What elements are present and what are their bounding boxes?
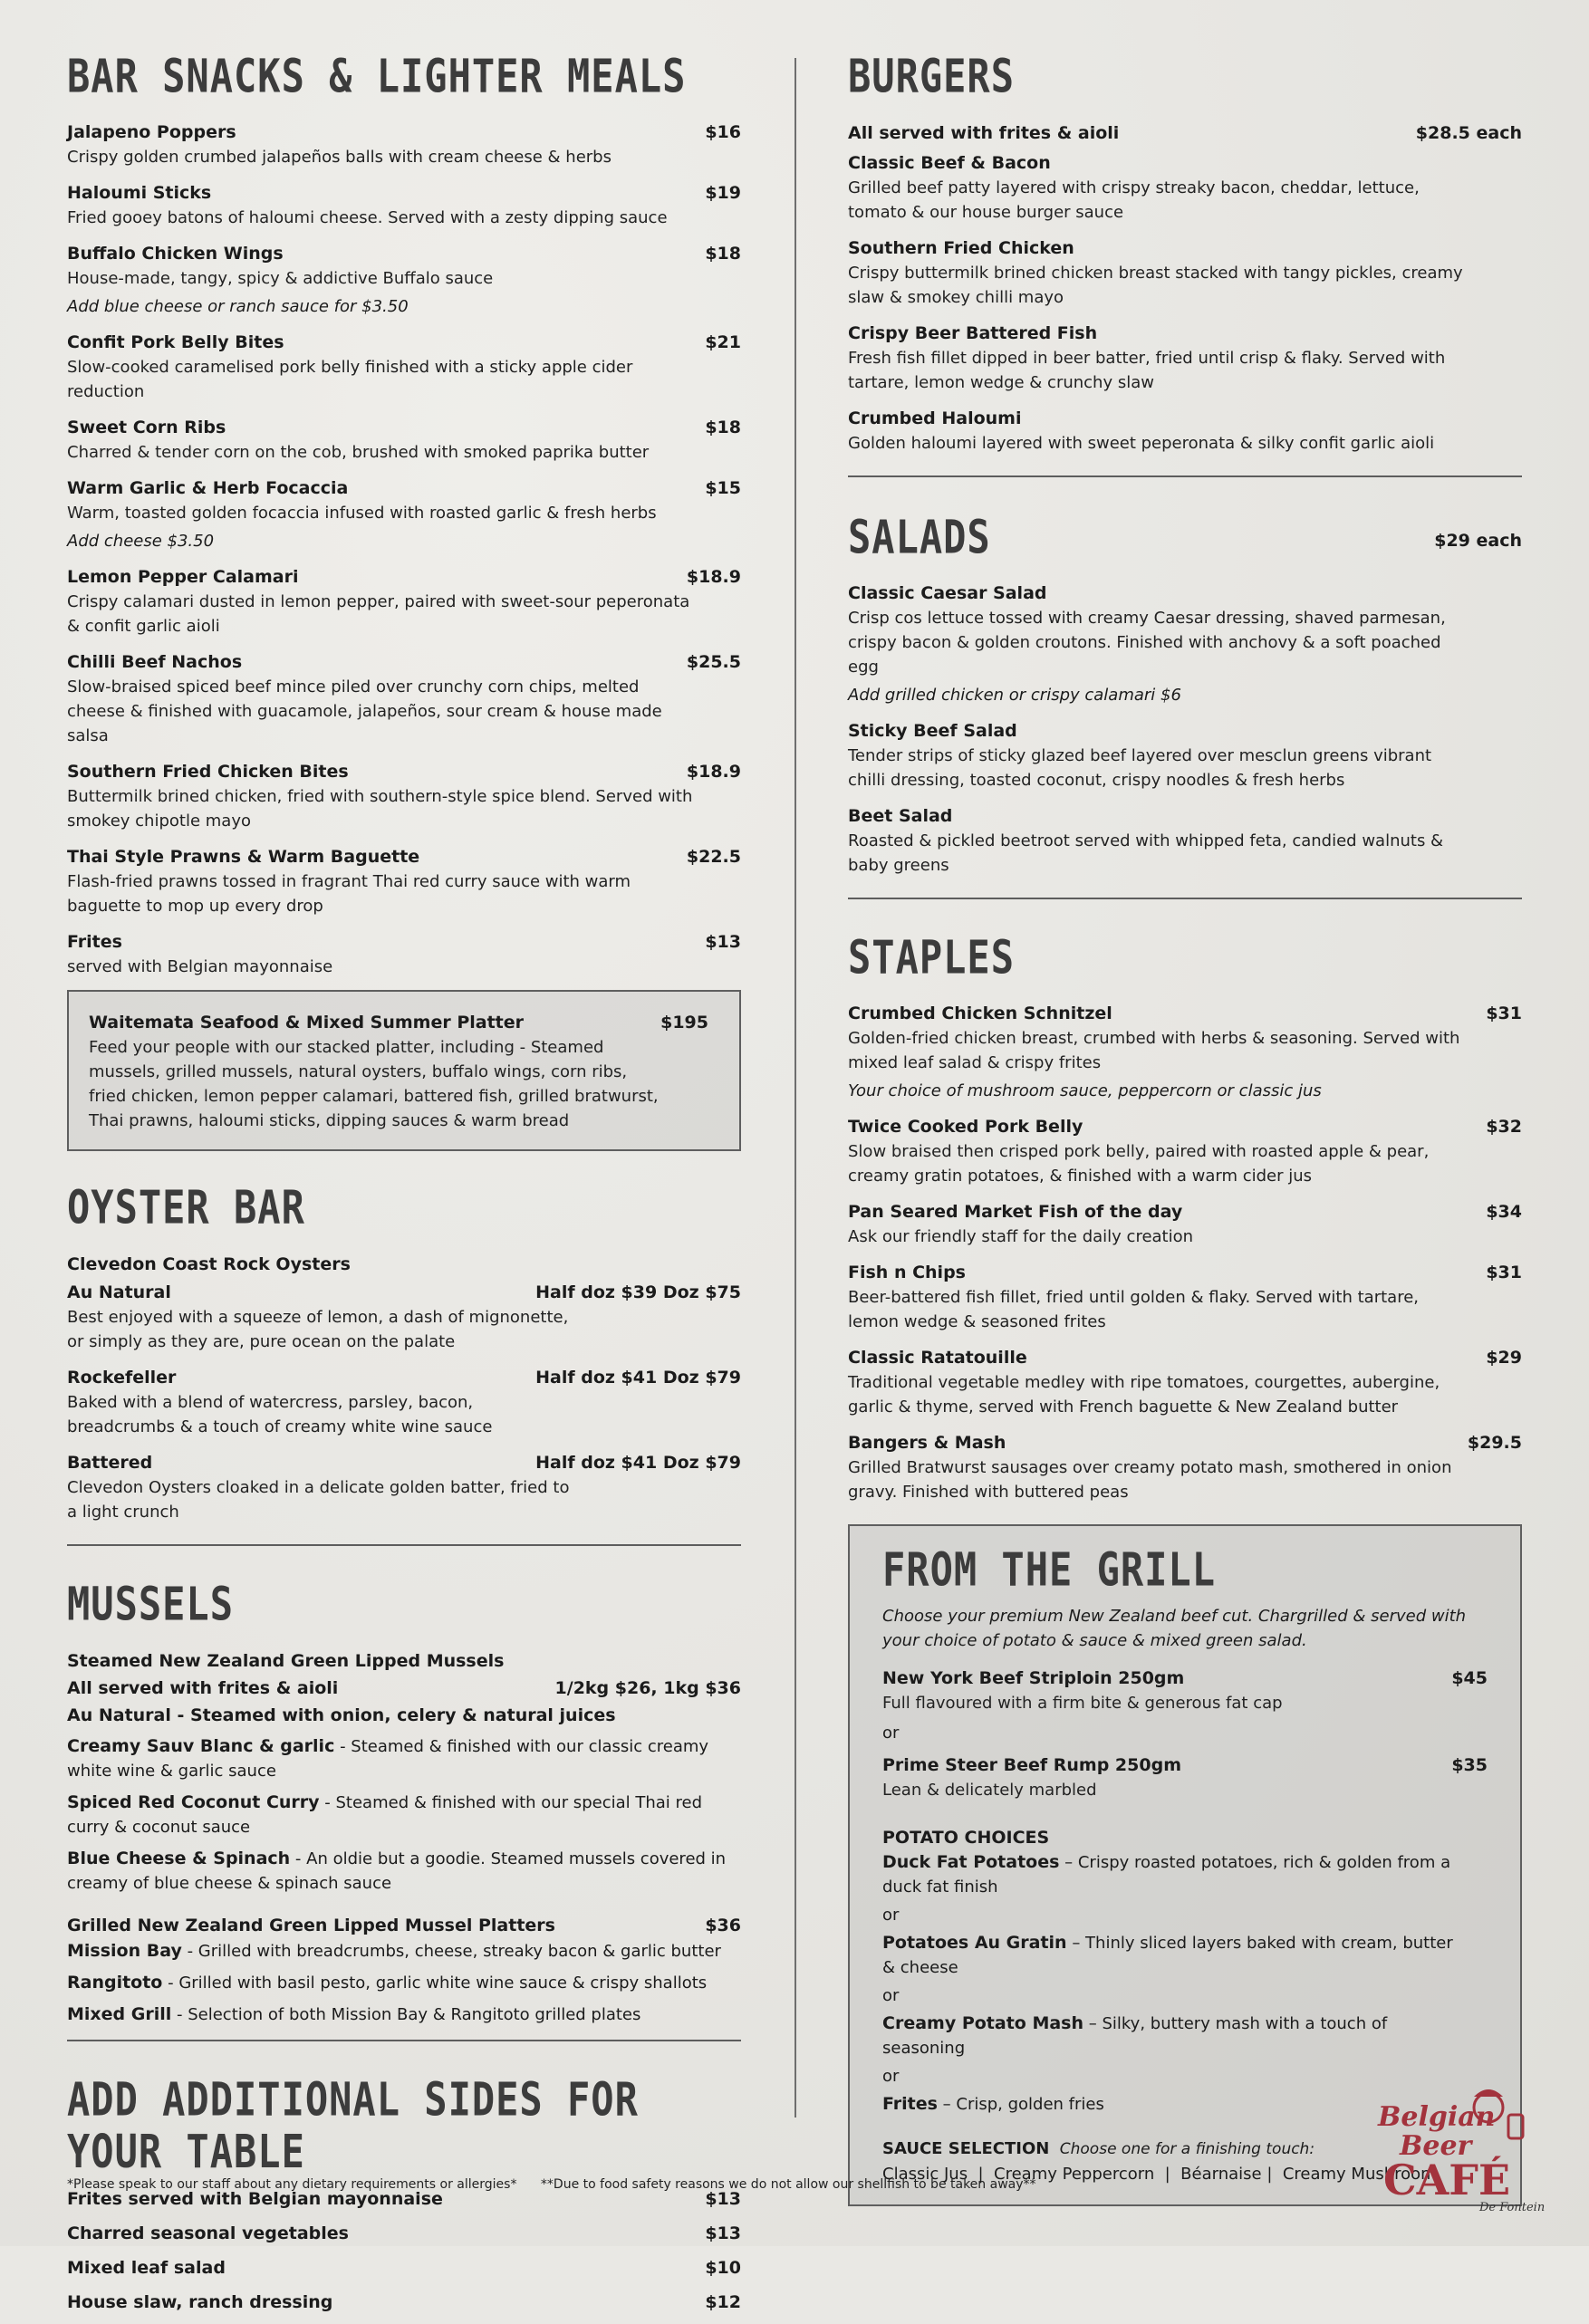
- divider-line: [848, 898, 1522, 899]
- menu-item-desc: served with Belgian mayonnaise: [67, 957, 333, 976]
- menu-item-name: Mixed leaf salad: [67, 2258, 226, 2278]
- section-title-oyster-bar: OYSTER BAR: [67, 1180, 305, 1234]
- menu-item-head: [67, 475, 741, 501]
- beer-glass-icon: [1508, 2115, 1523, 2138]
- menu-item-extra: Add cheese $3.50: [67, 532, 215, 551]
- menu-item: [848, 1114, 1522, 1188]
- menu-item: [67, 475, 741, 553]
- menu-item-desc: Fresh fish fillet dipped in beer batter, fried until crisp & flaky. Served with tartare, lemon wedge & crunchy slaw: [848, 349, 1446, 392]
- menu-item-price: $21: [705, 332, 741, 352]
- menu-item-name: Classic Caesar Salad: [848, 583, 1047, 603]
- menu-item-head: [67, 649, 741, 675]
- mussels-au-natural: Au Natural - Steamed with onion, celery & natural juices: [67, 1705, 616, 1725]
- bar-snacks-list: [67, 120, 741, 979]
- or-label: or: [882, 2067, 900, 2086]
- column-divider: [794, 58, 796, 2118]
- menu-item: [67, 2221, 741, 2246]
- menu-item-desc: Traditional vegetable medley with ripe tomatoes, courgettes, aubergine, garlic & thyme, served with French baguette & New Zealand butter: [848, 1373, 1440, 1416]
- menu-item-name: Twice Cooked Pork Belly: [848, 1117, 1083, 1137]
- menu-item-name: Charred seasonal vegetables: [67, 2223, 349, 2243]
- mussel-row: [67, 1971, 741, 1995]
- menu-item-name: Classic Beef & Bacon: [848, 153, 1051, 173]
- logo-line1: Belgian: [1378, 2101, 1496, 2133]
- mussel-row-name: Rangitoto: [67, 1973, 163, 1993]
- platter-name: Waitemata Seafood & Mixed Summer Platter: [89, 1013, 525, 1032]
- menu-item-head: [67, 415, 741, 440]
- menu-item-name: Crispy Beer Battered Fish: [848, 323, 1098, 343]
- mussel-row: [67, 1847, 741, 1896]
- menu-item-price: Half doz $39 Doz $75: [535, 1282, 741, 1302]
- menu-item-head: [67, 241, 741, 266]
- potato-choice-desc: – Crisp, golden fries: [937, 2095, 1104, 2114]
- grill-cut-desc: Lean & delicately marbled: [882, 1781, 1097, 1800]
- menu-item-name: House slaw, ranch dressing: [67, 2292, 333, 2312]
- mussel-row-desc: - Grilled with breadcrumbs, cheese, streaky bacon & garlic butter: [181, 1942, 721, 1961]
- mussel-row-desc: - Selection of both Mission Bay & Rangitoto grilled plates: [171, 2005, 641, 2024]
- mussel-row-name: Creamy Sauv Blanc & garlic: [67, 1736, 335, 1756]
- menu-item-price: $12: [705, 2292, 741, 2312]
- potato-choice-name: Frites: [882, 2094, 938, 2114]
- bar-snacks-section: [67, 51, 741, 1151]
- menu-item-head: [848, 581, 1522, 606]
- grill-cut-desc: Full flavoured with a firm bite & generous fat cap: [882, 1694, 1283, 1713]
- mussel-row-desc: - Steamed & finished with our special Thai red curry & coconut sauce: [67, 1793, 702, 1837]
- menu-item-name: Fish n Chips: [848, 1263, 966, 1282]
- grill-cut-price: $45: [1451, 1668, 1488, 1688]
- mussel-row: [67, 1939, 741, 1964]
- mussel-row: [67, 1791, 741, 1839]
- menu-item-price: $16: [705, 122, 741, 142]
- sauce-options: Classic Jus | Creamy Peppercorn | Béarnaise | Creamy Mushroom: [882, 2165, 1437, 2184]
- menu-item-head: [67, 2221, 741, 2246]
- staples-section: [848, 932, 1522, 1504]
- section-title-sides: ADD ADDITIONAL SIDES FOR YOUR TABLE: [67, 2072, 639, 2179]
- menu-item-price: $15: [705, 478, 741, 498]
- menu-item-head: [67, 180, 741, 206]
- menu-item-price: $18: [705, 244, 741, 264]
- menu-item: [67, 929, 741, 979]
- menu-item-head: [67, 1450, 741, 1475]
- mussel-row: [67, 2002, 741, 2027]
- menu-item-head: [848, 406, 1522, 431]
- potato-choice-desc: – Thinly sliced layers baked with cream, butter & cheese: [882, 1934, 1453, 1977]
- cafe-logo: [1372, 2079, 1549, 2214]
- or-label: or: [882, 1986, 900, 2005]
- menu-item-name: Confit Pork Belly Bites: [67, 332, 284, 352]
- menu-item-desc: Baked with a blend of watercress, parsley, bacon, breadcrumbs & a touch of creamy white wine sauce: [67, 1393, 493, 1436]
- mussels-served-price: 1/2kg $26, 1kg $36: [554, 1678, 741, 1698]
- menu-item-name: Jalapeno Poppers: [67, 122, 236, 142]
- footer-notes: [67, 2175, 1036, 2194]
- menu-item-desc: Roasted & pickled beetroot served with whipped feta, candied walnuts & baby greens: [848, 831, 1444, 875]
- mussel-row-desc: - Steamed & finished with our classic creamy white wine & garlic sauce: [67, 1737, 709, 1781]
- menu-item-desc: Ask our friendly staff for the daily creation: [848, 1227, 1194, 1246]
- menu-item-head: [848, 321, 1522, 346]
- menu-item: [67, 1280, 741, 1354]
- logo-line4: De Fontein: [1479, 2201, 1546, 2214]
- menu-item-price: $31: [1486, 1004, 1522, 1023]
- platter-desc: Feed your people with our stacked platter, including - Steamed mussels, grilled mussels, natural oysters, buffalo wings, corn ribs, fried chicken, lemon pepper calamari, battered fish, grilled bratwurst, Thai prawns, haloumi sticks, dipping sauces & warm bread: [89, 1038, 659, 1130]
- mussel-row: [67, 1734, 741, 1783]
- menu-item-desc: Crispy calamari dusted in lemon pepper, paired with sweet-sour peperonata & confit garlic aioli: [67, 592, 690, 636]
- grill-intro: Choose your premium New Zealand beef cut. Chargrilled & served with your choice of potato & sauce & mixed green salad.: [882, 1607, 1467, 1650]
- mussels-steamed-list: [67, 1734, 741, 1896]
- menu-item-price: Half doz $41 Doz $79: [535, 1368, 741, 1388]
- potato-choice-name: Potatoes Au Gratin: [882, 1933, 1067, 1953]
- menu-item-name: Crumbed Chicken Schnitzel: [848, 1004, 1112, 1023]
- menu-item: [67, 1365, 741, 1439]
- or-label: or: [882, 1724, 900, 1743]
- menu-item-name: Southern Fried Chicken: [848, 238, 1074, 258]
- menu-item: [67, 120, 741, 169]
- divider-line: [67, 1544, 741, 1546]
- menu-item-extra: Add grilled chicken or crispy calamari $6: [848, 686, 1181, 705]
- menu-item: [67, 844, 741, 918]
- menu-item-head: [67, 1365, 741, 1390]
- section-title-staples: STAPLES: [848, 930, 1016, 984]
- menu-item-head: [848, 1260, 1522, 1285]
- oyster-bar-section: [67, 1182, 741, 1524]
- cafe-logo-graphic: [1372, 2079, 1549, 2214]
- menu-item-head: [848, 1345, 1522, 1370]
- grill-cut-price: $35: [1451, 1755, 1488, 1775]
- menu-item: [67, 2255, 741, 2281]
- menu-item: [67, 330, 741, 404]
- menu-item-desc: Beer-battered fish fillet, fried until golden & flaky. Served with tartare, lemon wedge & seasoned frites: [848, 1288, 1419, 1331]
- menu-item-price: $34: [1486, 1202, 1522, 1222]
- menu-item-head: [848, 718, 1522, 744]
- section-title-grill: FROM THE GRILL: [882, 1542, 1217, 1597]
- menu-item: [848, 581, 1522, 707]
- mussel-row-name: Mission Bay: [67, 1941, 182, 1961]
- menu-item-name: Battered: [67, 1453, 153, 1473]
- menu-item-name: Chilli Beef Nachos: [67, 652, 243, 672]
- menu-item-head: [848, 1199, 1522, 1224]
- sides-section: [67, 2074, 741, 2315]
- menu-item-price: $31: [1486, 1263, 1522, 1282]
- menu-item-price: $18.9: [686, 567, 741, 587]
- menu-item-price: $13: [705, 2189, 741, 2209]
- menu-item-desc: Grilled Bratwurst sausages over creamy potato mash, smothered in onion gravy. Finished with buttered peas: [848, 1458, 1452, 1502]
- oyster-list: [67, 1280, 741, 1524]
- menu-item: [848, 321, 1522, 395]
- menu-item: [848, 803, 1522, 878]
- potato-choice-name: Duck Fat Potatoes: [882, 1852, 1060, 1872]
- potato-choice-name: Creamy Potato Mash: [882, 2013, 1084, 2033]
- potato-choice-desc: – Silky, buttery mash with a touch of seasoning: [882, 2014, 1388, 2058]
- menu-item-price: $13: [705, 2223, 741, 2243]
- mussel-row-name: Blue Cheese & Spinach: [67, 1849, 291, 1868]
- menu-item-head: [67, 564, 741, 590]
- menu-item-head: [848, 150, 1522, 176]
- burgers-list: [848, 150, 1522, 456]
- menu-item: [848, 150, 1522, 225]
- mussel-row-desc: - An oldie but a goodie. Steamed mussels covered in creamy of blue cheese & spinach sauce: [67, 1849, 727, 1893]
- potato-choice: [882, 1931, 1462, 1980]
- logo-line2: Beer: [1400, 2130, 1472, 2162]
- menu-item-name: Rockefeller: [67, 1368, 177, 1388]
- section-title-bar-snacks: BAR SNACKS & LIGHTER MEALS: [67, 49, 687, 103]
- mussels-grilled-title: Grilled New Zealand Green Lipped Mussel Platters: [67, 1916, 555, 1935]
- menu-item-name: Frites: [67, 932, 122, 952]
- burgers-served-price: $28.5 each: [1415, 123, 1522, 143]
- menu-item: [848, 1345, 1522, 1419]
- menu-item: [848, 1260, 1522, 1334]
- menu-item-desc: Tender strips of sticky glazed beef layered over mesclun greens vibrant chilli dressing, toasted coconut, crispy noodles & fresh herbs: [848, 746, 1432, 790]
- menu-item-head: [848, 803, 1522, 829]
- menu-item-name: Pan Seared Market Fish of the day: [848, 1202, 1183, 1222]
- platter-box: [67, 990, 741, 1151]
- menu-item-head: [848, 1114, 1522, 1139]
- potato-choices-title: POTATO CHOICES: [882, 1828, 1050, 1848]
- menu-item-desc: Slow-braised spiced beef mince piled over crunchy corn chips, melted cheese & finished with guacamole, jalapeños, sour cream & house made salsa: [67, 677, 662, 745]
- logo-line3: CAFÉ: [1383, 2156, 1511, 2204]
- menu-item-price: $18.9: [686, 762, 741, 782]
- menu-item-name: Haloumi Sticks: [67, 183, 212, 203]
- menu-item-extra: Add blue cheese or ranch sauce for $3.50: [67, 297, 409, 316]
- mussels-steamed-title: Steamed New Zealand Green Lipped Mussels: [67, 1651, 505, 1671]
- menu-item-name: Classic Ratatouille: [848, 1348, 1027, 1368]
- grill-cut-name: New York Beef Striploin 250gm: [882, 1668, 1185, 1688]
- section-title-burgers: BURGERS: [848, 49, 1016, 103]
- menu-item-head: [848, 235, 1522, 261]
- menu-item-desc: Grilled beef patty layered with crispy streaky bacon, cheddar, lettuce, tomato & our house burger sauce: [848, 178, 1420, 222]
- menu-item-price: $18: [705, 418, 741, 437]
- sauce-note: Choose one for a finishing touch:: [1059, 2140, 1315, 2158]
- sauce-title: SAUCE SELECTION: [882, 2139, 1050, 2158]
- section-title-mussels: MUSSELS: [67, 1577, 235, 1631]
- potato-choice: [882, 2012, 1462, 2060]
- menu-item-desc: Charred & tender corn on the cob, brushed with smoked paprika butter: [67, 443, 650, 462]
- menu-item-desc: Crispy golden crumbed jalapeños balls with cream cheese & herbs: [67, 148, 612, 167]
- menu-item: [67, 241, 741, 319]
- menu-item-desc: Slow-cooked caramelised pork belly finished with a sticky apple cider reduction: [67, 358, 633, 401]
- burgers-served-line: All served with frites & aioli: [848, 123, 1120, 143]
- menu-item-desc: Slow braised then crisped pork belly, paired with roasted apple & pear, creamy gratin potatoes, & finished with a warm cider jus: [848, 1142, 1430, 1186]
- mussels-grilled-price: $36: [705, 1916, 741, 1935]
- mussels-section: [67, 1579, 741, 2027]
- menu-item-desc: Clevedon Oysters cloaked in a delicate golden batter, fried to a light crunch: [67, 1478, 570, 1522]
- menu-item-price: $32: [1486, 1117, 1522, 1137]
- footer-note-shellfish: **Due to food safety reasons we do not allow our shellfish to be taken away**: [540, 2177, 1036, 2192]
- menu-item: [67, 649, 741, 748]
- menu-item-name: Buffalo Chicken Wings: [67, 244, 284, 264]
- menu-item-price: $25.5: [686, 652, 741, 672]
- menu-item-head: [67, 759, 741, 784]
- menu-item: [848, 718, 1522, 792]
- menu-item-price: $22.5: [686, 847, 741, 867]
- menu-item-desc: Warm, toasted golden focaccia infused with roasted garlic & fresh herbs: [67, 504, 657, 523]
- menu-item-desc: Golden-fried chicken breast, crumbed with herbs & seasoning. Served with mixed leaf salad & crispy frites: [848, 1029, 1460, 1072]
- burgers-section: [848, 51, 1522, 456]
- menu-item-name: Bangers & Mash: [848, 1433, 1006, 1453]
- menu-item-desc: Crisp cos lettuce tossed with creamy Caesar dressing, shaved parmesan, crispy bacon & golden croutons. Finished with anchovy & a soft poached egg: [848, 609, 1446, 677]
- menu-item-head: [848, 1001, 1522, 1026]
- menu-item-head: [67, 1280, 741, 1305]
- menu-item: [67, 564, 741, 639]
- menu-item-desc: Flash-fried prawns tossed in fragrant Thai red curry sauce with warm baguette to mop up every drop: [67, 872, 631, 916]
- menu-item-desc: Crispy buttermilk brined chicken breast stacked with tangy pickles, creamy slaw & smokey chilli mayo: [848, 264, 1463, 307]
- menu-item-desc: Buttermilk brined chicken, fried with southern-style spice blend. Served with smokey chipotle mayo: [67, 787, 693, 831]
- menu-item-desc: House-made, tangy, spicy & addictive Buffalo sauce: [67, 269, 494, 288]
- menu-item-head: [67, 929, 741, 955]
- menu-item-extra: Your choice of mushroom sauce, peppercorn or classic jus: [848, 1081, 1322, 1100]
- platter-price: $195: [660, 1013, 708, 1032]
- menu-item-name: Sticky Beef Salad: [848, 721, 1017, 741]
- menu-item-head: [67, 844, 741, 869]
- section-title-salads: SALADS: [848, 510, 991, 564]
- menu-item-price: $13: [705, 932, 741, 952]
- menu-item: [848, 406, 1522, 456]
- menu-item-name: Frites served with Belgian mayonnaise: [67, 2189, 443, 2209]
- divider-line: [848, 475, 1522, 477]
- mussels-served-line: All served with frites & aioli: [67, 1678, 339, 1698]
- salads-price: $29 each: [1434, 531, 1522, 551]
- mussel-row-desc: - Grilled with basil pesto, garlic white wine sauce & crispy shallots: [162, 1973, 708, 1993]
- menu-item-head: [67, 330, 741, 355]
- menu-item: [67, 180, 741, 230]
- divider-line: [67, 2040, 741, 2041]
- menu-item-name: Au Natural: [67, 1282, 171, 1302]
- menu-item-head: [848, 1430, 1522, 1455]
- staples-list: [848, 1001, 1522, 1504]
- menu-item-price: $29: [1486, 1348, 1522, 1368]
- grill-cut-name: Prime Steer Beef Rump 250gm: [882, 1755, 1181, 1775]
- menu-item: [67, 2290, 741, 2315]
- mussel-row-name: Mixed Grill: [67, 2004, 172, 2024]
- oyster-subtitle: Clevedon Coast Rock Oysters: [67, 1254, 351, 1274]
- menu-item: [67, 415, 741, 465]
- menu-item-head: [67, 2255, 741, 2281]
- menu-item-price: $29.5: [1467, 1433, 1522, 1453]
- potato-choice: [882, 1850, 1462, 1899]
- menu-item-head: [67, 2290, 741, 2315]
- potato-list: [882, 1850, 1488, 2117]
- menu-item-name: Warm Garlic & Herb Focaccia: [67, 478, 349, 498]
- menu-item-name: Lemon Pepper Calamari: [67, 567, 299, 587]
- menu-item-name: Sweet Corn Ribs: [67, 418, 226, 437]
- menu-item: [67, 1450, 741, 1524]
- menu-item-head: [67, 120, 741, 145]
- footer-note-dietary: *Please speak to our staff about any dietary requirements or allergies*: [67, 2177, 517, 2192]
- menu-item-price: $19: [705, 183, 741, 203]
- salads-list: [848, 581, 1522, 878]
- left-column: [67, 51, 741, 2324]
- salads-section: [848, 510, 1522, 878]
- menu-item-name: Southern Fried Chicken Bites: [67, 762, 349, 782]
- right-column: [848, 51, 1522, 2206]
- potato-choice-desc: – Crispy roasted potatoes, rich & golden from a duck fat finish: [882, 1853, 1451, 1897]
- menu-item: [67, 759, 741, 833]
- menu-item: [848, 1430, 1522, 1504]
- menu-item-name: Crumbed Haloumi: [848, 408, 1022, 428]
- menu-item-desc: Fried gooey batons of haloumi cheese. Served with a zesty dipping sauce: [67, 208, 668, 227]
- menu-item: [848, 235, 1522, 310]
- menu-item-name: Beet Salad: [848, 806, 953, 826]
- menu-item-price: Half doz $41 Doz $79: [535, 1453, 741, 1473]
- menu-item-desc: Golden haloumi layered with sweet peperonata & silky confit garlic aioli: [848, 434, 1435, 453]
- mussels-grilled-list: [67, 1939, 741, 2027]
- mussel-row-name: Spiced Red Coconut Curry: [67, 1792, 320, 1812]
- menu-item-name: Thai Style Prawns & Warm Baguette: [67, 847, 420, 867]
- menu-item-desc: Best enjoyed with a squeeze of lemon, a dash of mignonette, or simply as they are, pure ocean on the palate: [67, 1308, 569, 1351]
- menu-item-price: $10: [705, 2258, 741, 2278]
- sides-list: [67, 2186, 741, 2315]
- menu-item: [848, 1199, 1522, 1249]
- mascot-hat-icon: [1474, 2089, 1503, 2097]
- menu-item: [848, 1001, 1522, 1103]
- or-label: or: [882, 1906, 900, 1925]
